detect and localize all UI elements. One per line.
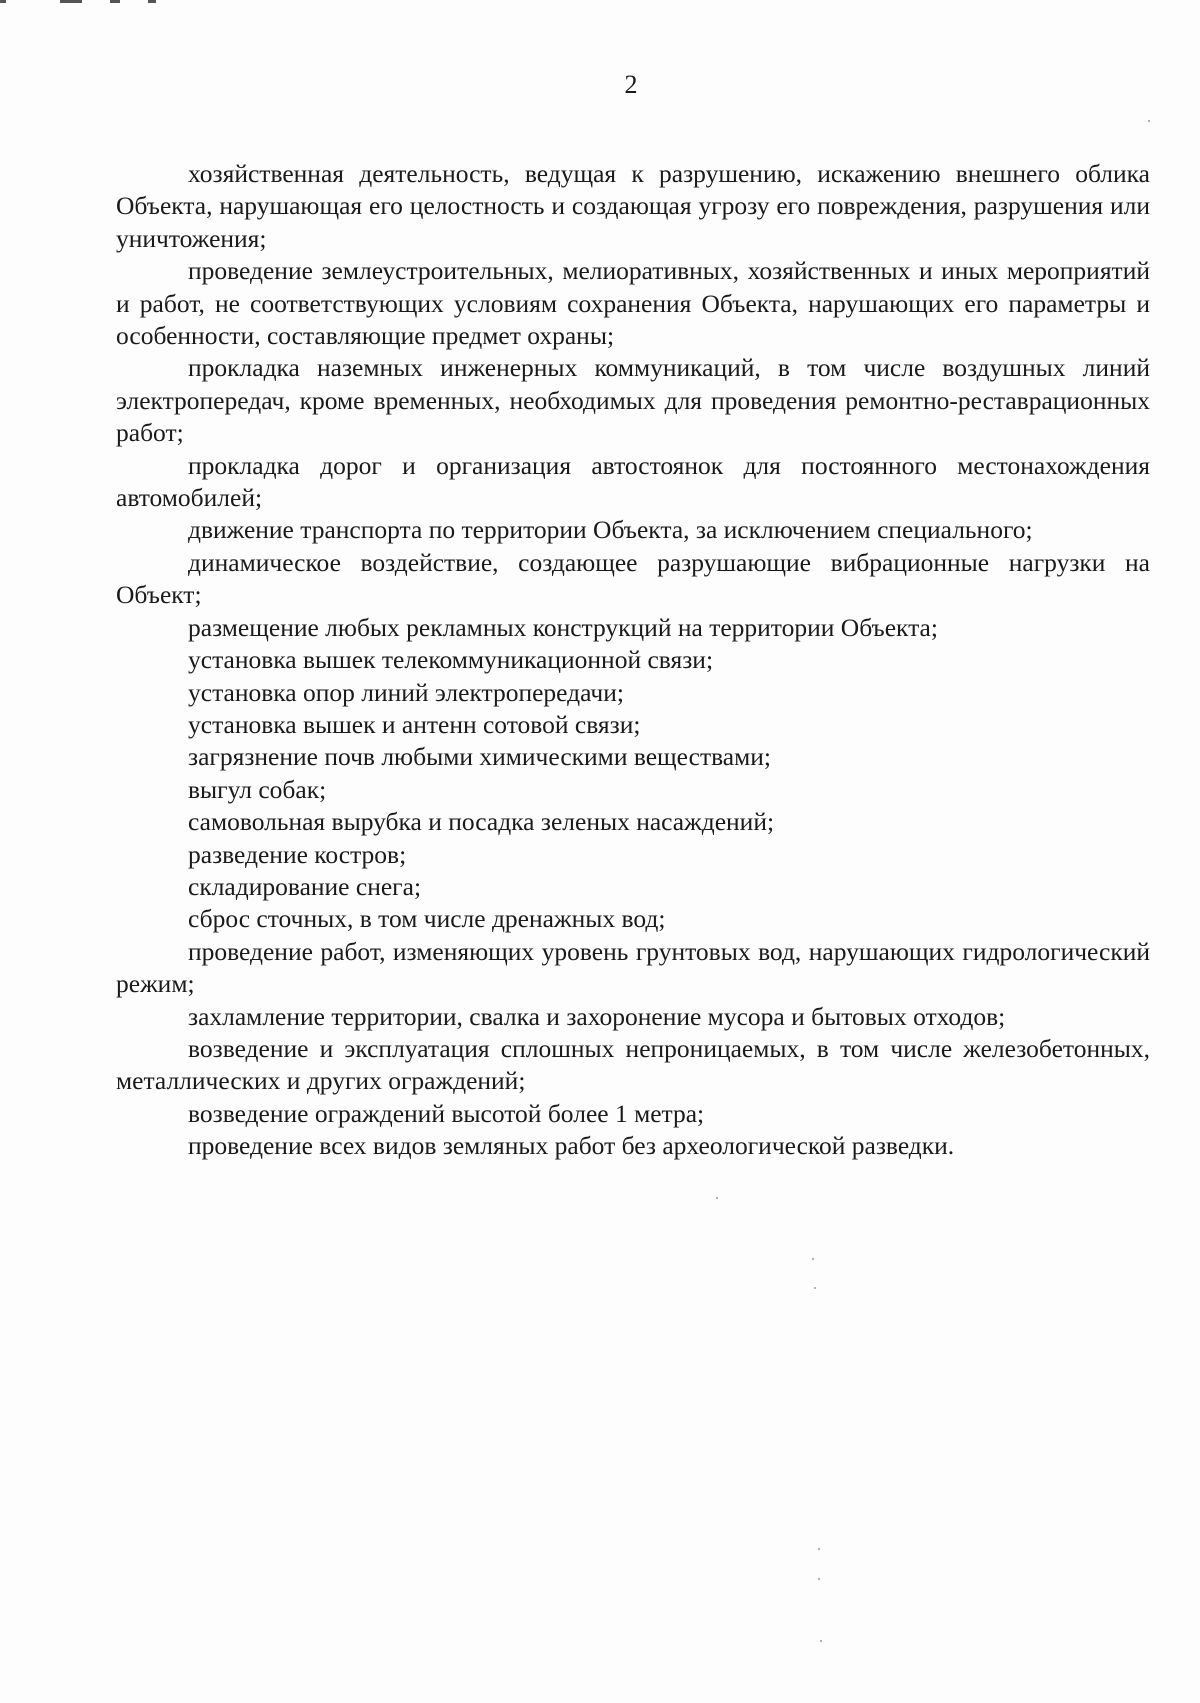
paragraph: проведение работ, изменяющих уровень грунтовых вод, нарушающих гидрологический режим; — [116, 936, 1150, 999]
paragraph: прокладка наземных инженерных коммуникаций, в том числе воздушных линий электропередач, кроме временных, необходимых для проведения ремонтно-реставрационных работ; — [116, 353, 1150, 448]
paragraph: установка вышек и антенн сотовой связи; — [188, 709, 641, 739]
paragraph: хозяйственная деятельность, ведущая к разрушению, искажению внешнего облика Объекта, нарушающая его целостность и создающая угрозу его повреждения, разрушения или уничтожения; — [116, 159, 1150, 253]
scan-speck — [812, 1258, 814, 1260]
paragraph: возведение ограждений высотой более 1 метра; — [188, 1098, 705, 1128]
scan-speck — [818, 1578, 820, 1580]
paragraph: загрязнение почв любыми химическими веществами; — [188, 742, 771, 772]
scan-speck — [818, 1548, 820, 1550]
paragraph: сброс сточных, в том числе дренажных вод; — [188, 904, 666, 934]
document-body — [116, 158, 1150, 1163]
paragraph: установка опор линий электропередачи; — [188, 677, 624, 707]
paragraph: складирование снега; — [188, 871, 422, 901]
paragraph: разведение костров; — [188, 839, 407, 869]
paragraph: движение транспорта по территории Объекта, за исключением специального; — [188, 515, 1033, 545]
scan-edge-mark — [0, 0, 170, 6]
paragraph: захламление территории, свалка и захоронение мусора и бытовых отходов; — [188, 1001, 1006, 1031]
scan-speck — [820, 1640, 822, 1642]
paragraph: динамическое воздействие, создающее разрушающие вибрационные нагрузки на Объект; — [116, 547, 1150, 610]
paragraph: самовольная вырубка и посадка зеленых насаждений; — [188, 807, 775, 837]
paragraph: проведение всех видов земляных работ без археологической разведки. — [188, 1131, 955, 1161]
paragraph: выгул собак; — [188, 774, 327, 804]
paragraph: установка вышек телекоммуникационной связи; — [188, 645, 714, 675]
paragraph: размещение любых рекламных конструкций на территории Объекта; — [188, 612, 938, 642]
paragraph: возведение и эксплуатация сплошных непроницаемых, в том числе железобетонных, металлических и других ограждений; — [116, 1033, 1150, 1096]
scan-speck — [1148, 120, 1150, 122]
paragraph: прокладка дорог и организация автостоянок для постоянного местонахождения автомобилей; — [116, 450, 1150, 513]
page-number: 2 — [624, 70, 638, 99]
scan-speck — [716, 1197, 718, 1199]
scan-speck — [814, 1287, 816, 1289]
paragraph: проведение землеустроительных, мелиоративных, хозяйственных и иных мероприятий и работ, не соответствующих условиям сохранения Объекта, нарушающих его параметры и особенности, составляющие предмет охраны; — [116, 256, 1150, 351]
